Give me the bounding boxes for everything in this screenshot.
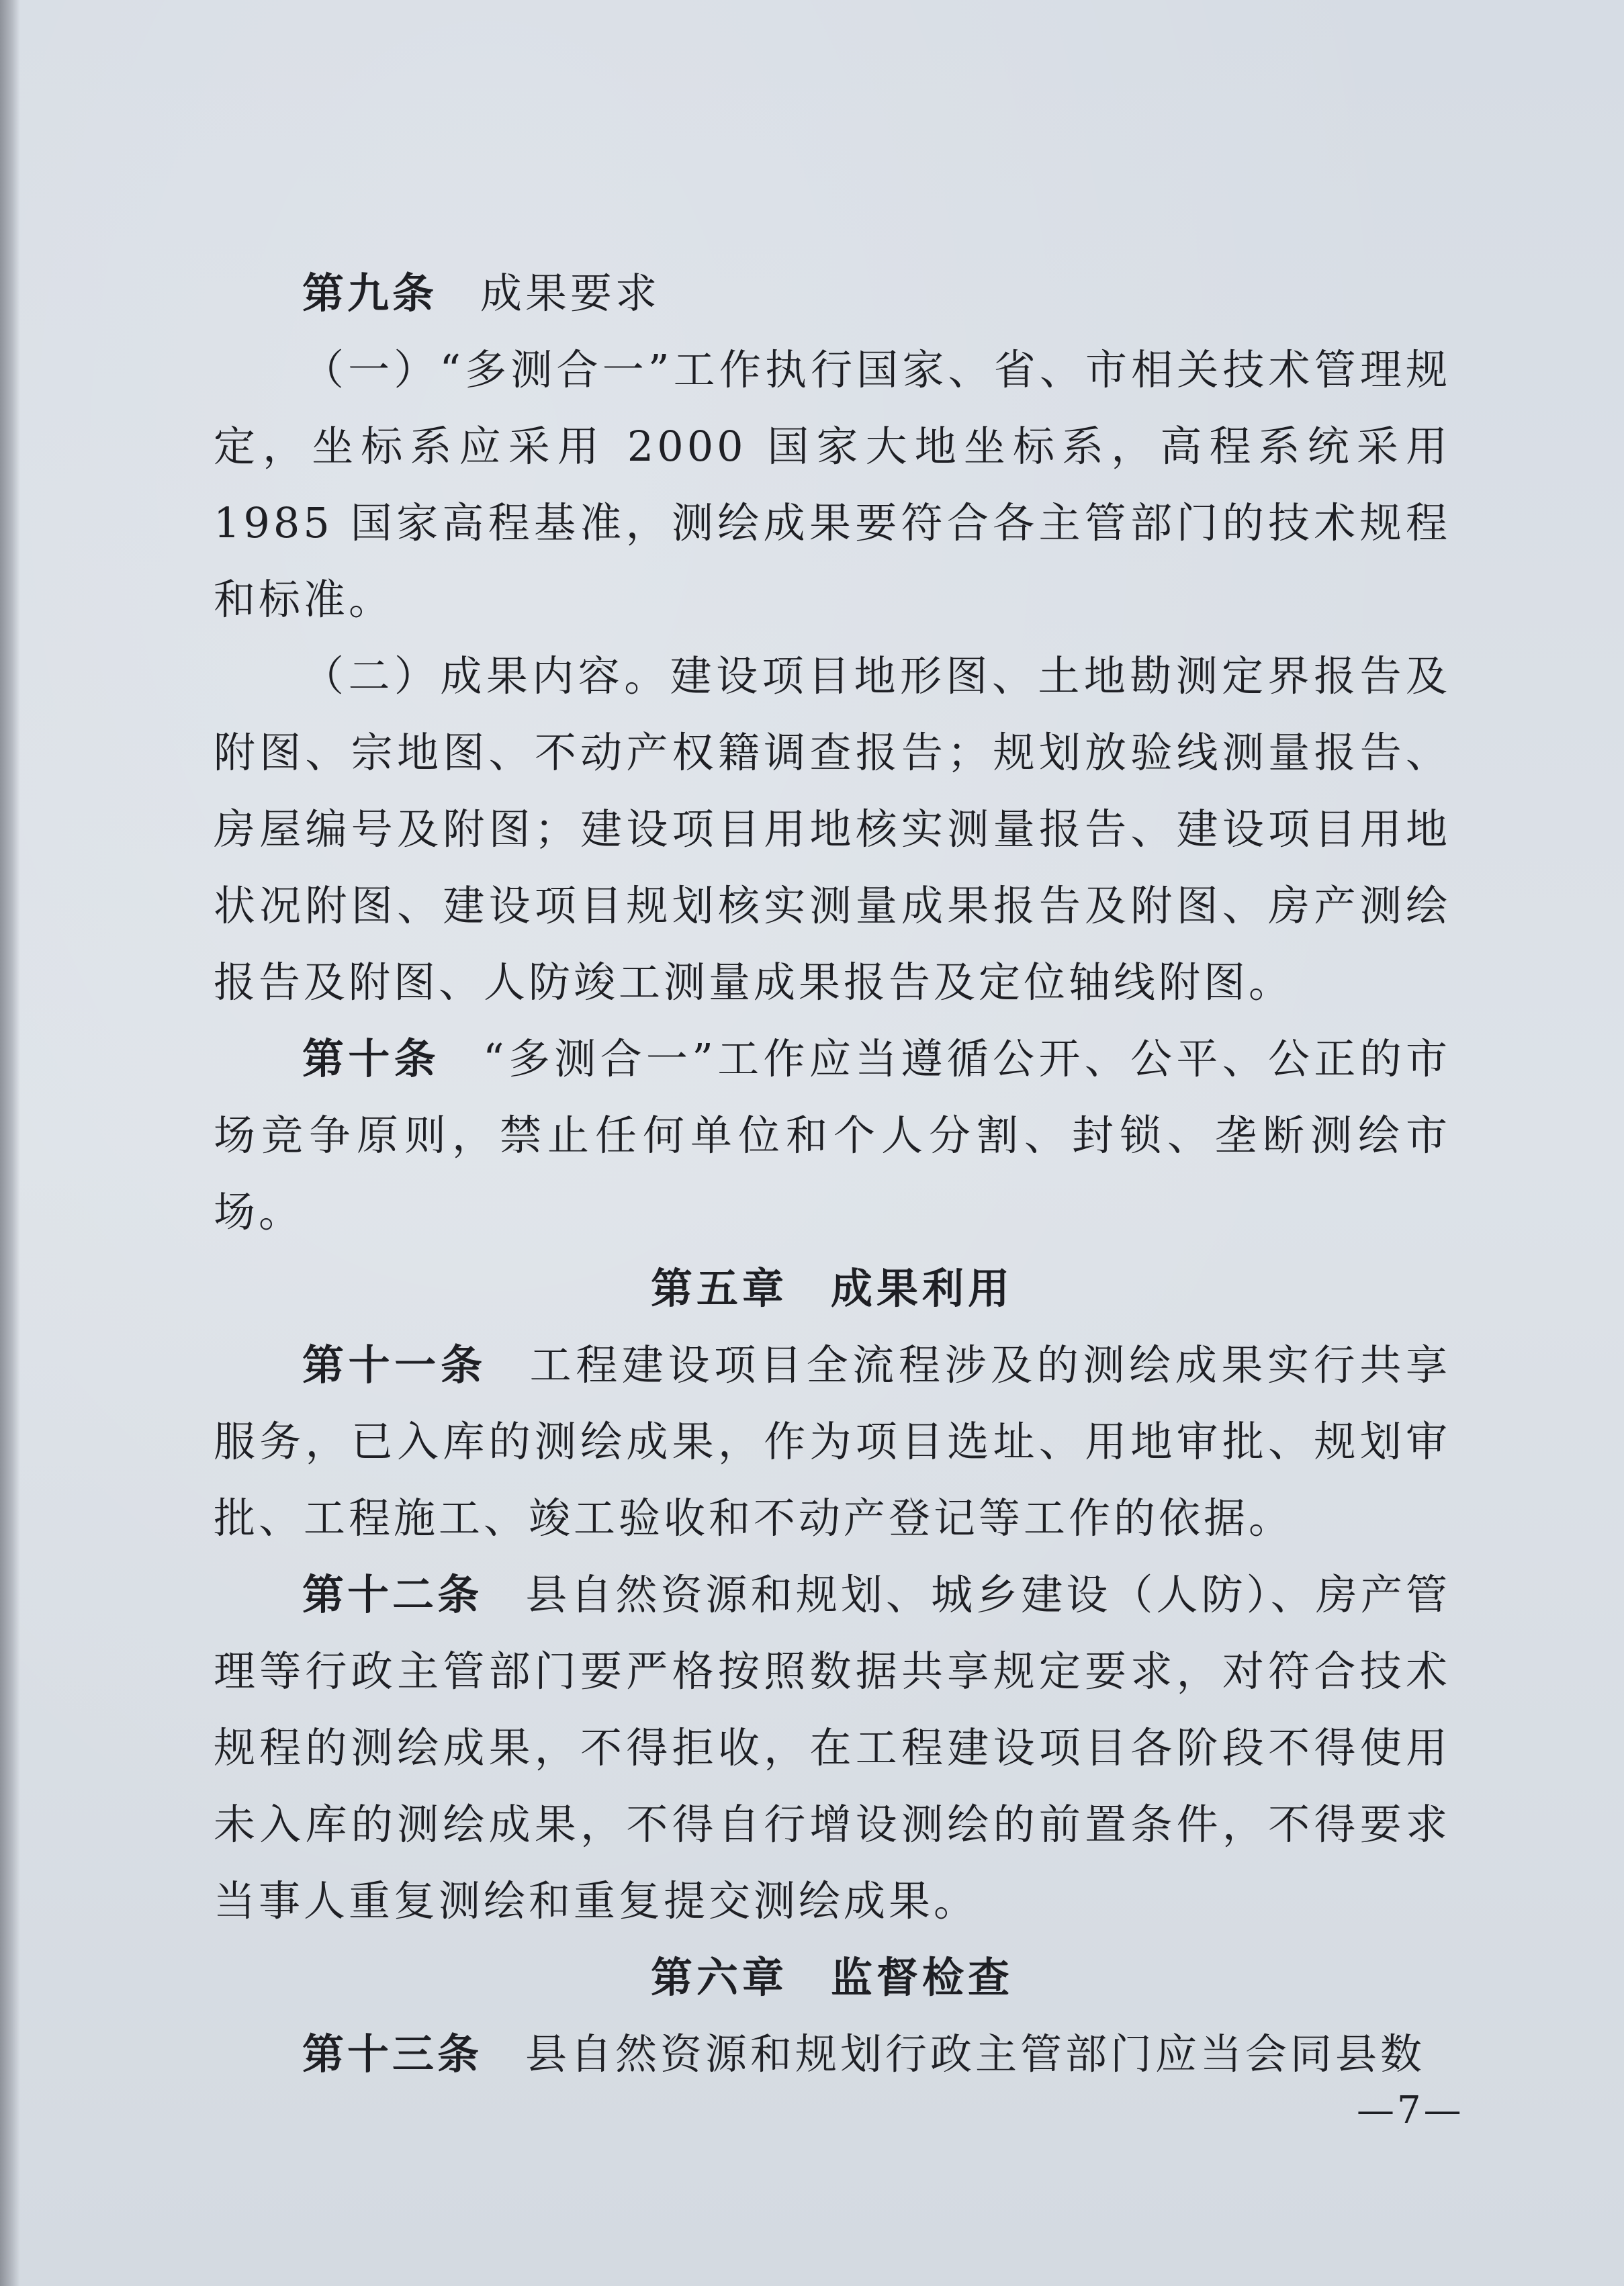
article-11-heading: 第十一条: [302, 1340, 487, 1389]
chapter-5-title: 成果利用: [831, 1264, 1014, 1313]
article-13: [214, 2016, 1451, 2093]
article-13-heading: 第十三条: [302, 2029, 483, 2078]
article-12-text: 县自然资源和规划、城乡建设（人防）、房产管理等行政主管部门要严格按照数据共享规定要求，对符合技术规程的测绘成果，不得拒收，在工程建设项目各阶段不得使用未入库的测绘成果，不得自行增设测绘的前置条件，不得要求当事人重复测绘和重复提交测绘成果。: [214, 1570, 1451, 1925]
chapter-6-heading: [214, 1939, 1451, 2016]
article-10-text: “多测合一”工作应当遵循公开、公平、公正的市场竞争原则，禁止任何单位和个人分割、封锁、垄断测绘市场。: [214, 1034, 1451, 1236]
article-11-text: 工程建设项目全流程涉及的测绘成果实行共享服务，已入库的测绘成果，作为项目选址、用地审批、规划审批、工程施工、竣工验收和不动产登记等工作的依据。: [214, 1340, 1451, 1543]
article-11: [214, 1327, 1451, 1557]
article-13-text: 县自然资源和规划行政主管部门应当会同县数: [525, 2029, 1426, 2078]
article-9-item-1: （一）“多测合一”工作执行国家、省、市相关技术管理规定，坐标系应采用 2000 国家大地坐标系，高程系统采用 1985 国家高程基准，测绘成果要符合各主管部门的技术规程和标准。: [214, 345, 1451, 624]
article-10-heading: 第十条: [302, 1034, 440, 1083]
article-9-title: 成果要求: [480, 269, 661, 318]
document-body: [214, 255, 1451, 2093]
page-binding-shadow: [0, 0, 20, 2286]
article-12: [214, 1557, 1451, 1939]
page-number: —7—: [1357, 2089, 1464, 2132]
chapter-5-number: 第五章: [650, 1264, 788, 1313]
article-9-item-2: （二）成果内容。建设项目地形图、土地勘测定界报告及附图、宗地图、不动产权籍调查报告；规划放验线测量报告、房屋编号及附图；建设项目用地核实测量报告、建设项目用地状况附图、建设项目规划核实测量成果报告及附图、房产测绘报告及附图、人防竣工测量成果报告及定位轴线附图。: [214, 651, 1451, 1007]
article-9-header: [214, 255, 1451, 332]
article-9-heading: 第九条: [302, 269, 438, 318]
chapter-5-heading: [214, 1250, 1451, 1327]
article-12-heading: 第十二条: [302, 1570, 483, 1619]
chapter-6-number: 第六章: [650, 1953, 788, 2002]
chapter-6-title: 监督检查: [831, 1953, 1014, 2002]
article-10: [214, 1021, 1451, 1250]
